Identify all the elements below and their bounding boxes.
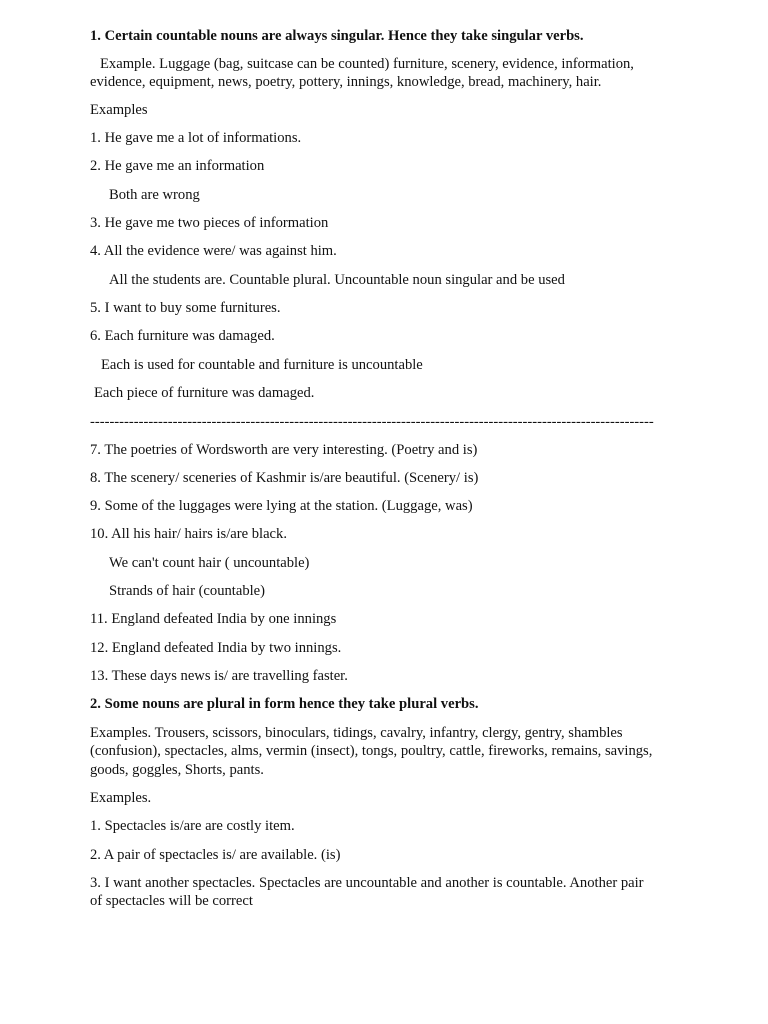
section-2-example-line: (confusion), spectacles, alms, vermin (insect), tongs, poultry, cattle, fireworks, remains, savings, <box>90 743 653 759</box>
example-sentence: 8. The scenery/ sceneries of Kashmir is/are beautiful. (Scenery/ is) <box>90 470 479 486</box>
example-note: Each piece of furniture was damaged. <box>94 385 315 401</box>
example-sentence: 2. A pair of spectacles is/ are available. (is) <box>90 847 341 863</box>
section-2-example-line: goods, goggles, Shorts, pants. <box>90 762 264 778</box>
section-1-example-line: evidence, equipment, news, poetry, pottery, innings, knowledge, bread, machinery, hair. <box>90 74 602 90</box>
example-sentence: 10. All his hair/ hairs is/are black. <box>90 526 287 542</box>
example-sentence: 9. Some of the luggages were lying at the station. (Luggage, was) <box>90 498 473 514</box>
section-1-example-line: Example. Luggage (bag, suitcase can be counted) furniture, scenery, evidence, information, <box>100 56 634 72</box>
example-sentence: 5. I want to buy some furnitures. <box>90 300 281 316</box>
examples-label: Examples. <box>90 790 152 806</box>
example-note: All the students are. Countable plural. Uncountable noun singular and be used <box>109 272 565 288</box>
example-sentence: 6. Each furniture was damaged. <box>90 328 275 344</box>
example-note: Each is used for countable and furniture is uncountable <box>101 357 423 373</box>
example-note: Both are wrong <box>109 187 200 203</box>
example-sentence: 1. Spectacles is/are are costly item. <box>90 818 295 834</box>
example-sentence: 7. The poetries of Wordsworth are very interesting. (Poetry and is) <box>90 442 478 458</box>
example-sentence: 1. He gave me a lot of informations. <box>90 130 302 146</box>
section-2-example-line: Examples. Trousers, scissors, binoculars, tidings, cavalry, infantry, clergy, gentry, shambles <box>90 725 623 741</box>
example-sentence: 12. England defeated India by two innings. <box>90 640 342 656</box>
example-sentence: 13. These days news is/ are travelling faster. <box>90 668 348 684</box>
section-1-heading: 1. Certain countable nouns are always singular. Hence they take singular verbs. <box>90 28 584 44</box>
dashed-separator: -------------------------------------------------------------------------------------------------------------------- <box>90 414 654 430</box>
example-sentence: of spectacles will be correct <box>90 893 253 909</box>
example-note: Strands of hair (countable) <box>109 583 266 599</box>
example-sentence: 3. He gave me two pieces of information <box>90 215 329 231</box>
example-sentence: 2. He gave me an information <box>90 158 265 174</box>
example-note: We can't count hair ( uncountable) <box>109 555 310 571</box>
example-sentence: 3. I want another spectacles. Spectacles are uncountable and another is countable. Another pair <box>90 875 644 891</box>
example-sentence: 11. England defeated India by one innings <box>90 611 337 627</box>
section-2-heading: 2. Some nouns are plural in form hence they take plural verbs. <box>90 696 479 712</box>
example-sentence: 4. All the evidence were/ was against him. <box>90 243 337 259</box>
examples-label: Examples <box>90 102 148 118</box>
